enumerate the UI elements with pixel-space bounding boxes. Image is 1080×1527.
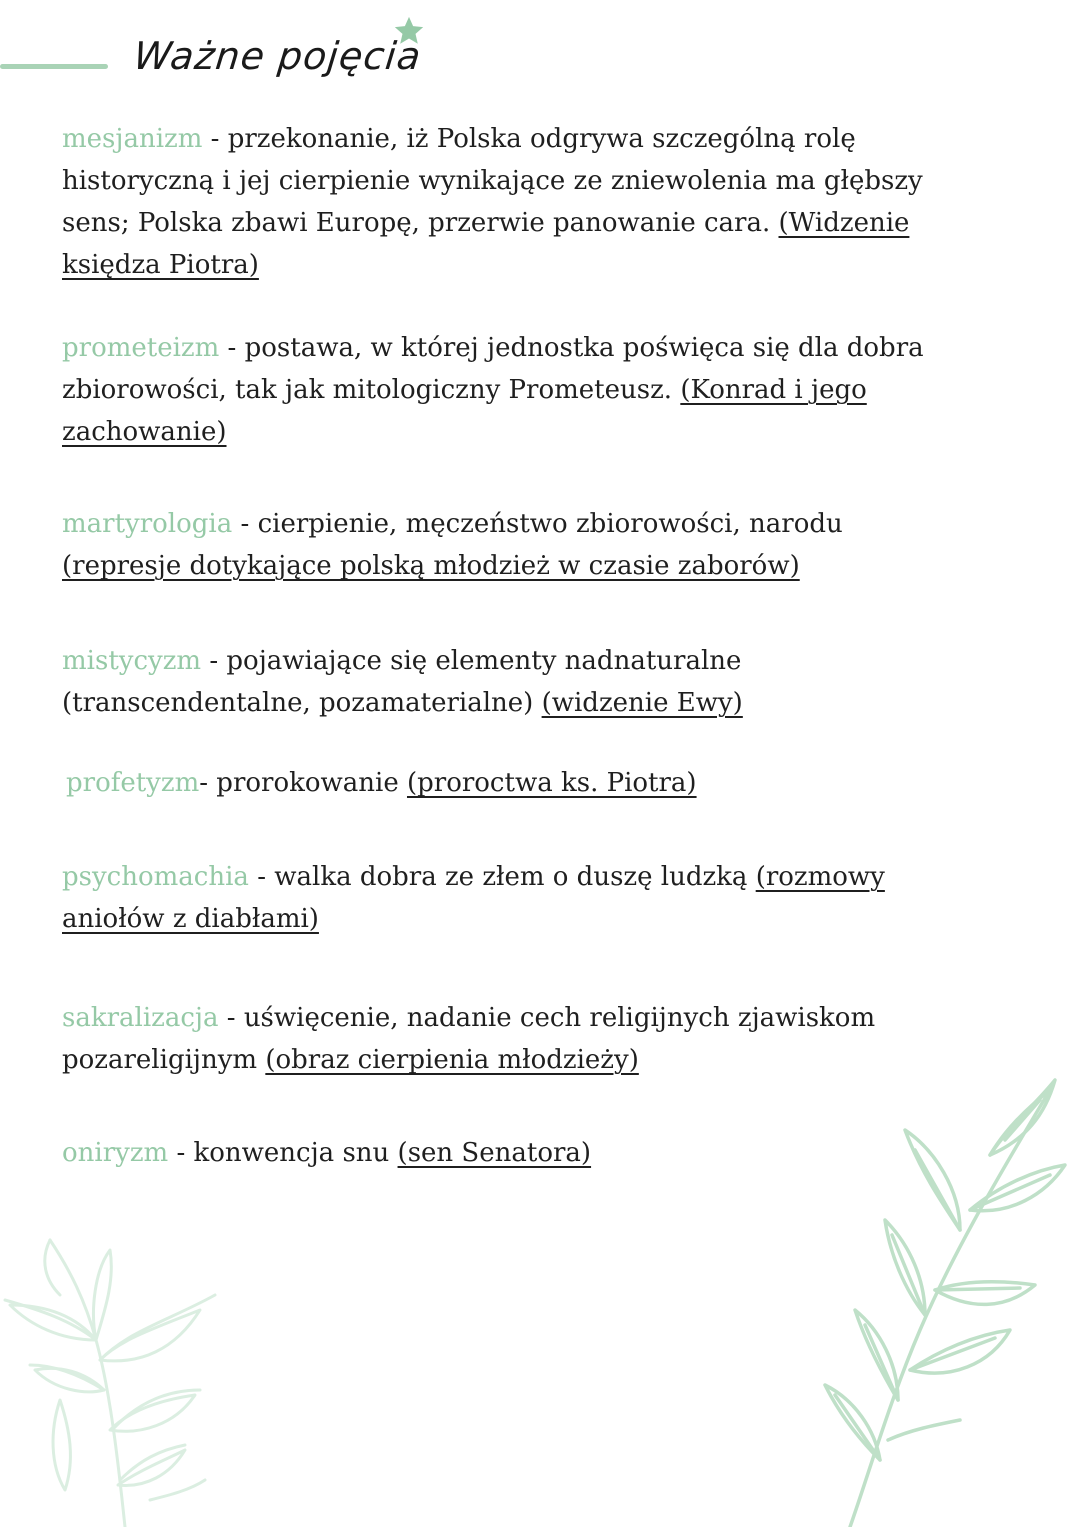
term-definition: przekonanie, iż Polska odgrywa szczególną rolę historyczną i jej cierpienie wynikające ze zniewolenia ma głębszy sens; Polska zbawi Europę, przerwie panowanie cara. xyxy=(62,124,923,238)
term-name: profetyzm xyxy=(66,768,200,798)
term-entry-sakralizacja: sakralizacja - uświęcenie, nadanie cech religijnych zjawiskom pozareligijnym (obraz cierpienia młodzieży) xyxy=(62,1003,876,1075)
term-name: mistycyzm xyxy=(62,646,202,676)
leaf-branch-left-icon xyxy=(0,1200,250,1527)
term-definition: konwencja snu xyxy=(193,1138,390,1168)
term-definition: cierpienie, męczeństwo zbiorowości, narodu xyxy=(257,509,843,539)
term-name: oniryzm xyxy=(62,1138,169,1168)
term-entry-oniryzm: oniryzm - konwencja snu (sen Senatora) xyxy=(62,1138,592,1168)
term-example: (proroctwa ks. Piotra) xyxy=(406,768,697,798)
term-name: prometeizm xyxy=(62,333,220,363)
leaf-branch-right-icon xyxy=(810,1070,1080,1527)
term-entry-mistycyzm: mistycyzm - pojawiające się elementy nadnaturalne (transcendentalne, pozamaterialne) (widzenie Ewy) xyxy=(62,646,743,718)
term-entry-mesjanizm: mesjanizm - przekonanie, iż Polska odgrywa szczególną rolę historyczną i jej cierpienie wynikające ze zniewolenia ma głębszy sens; Polska zbawi Europę, przerwie panowanie cara. (Widzenie księdza Piotra) xyxy=(62,124,923,280)
term-definition: walka dobra ze złem o duszę ludzką xyxy=(274,862,748,892)
term-definition: prorokowanie xyxy=(216,768,399,798)
term-example: (sen Senatora) xyxy=(397,1138,592,1168)
star-icon xyxy=(392,14,426,48)
term-example: (represje dotykające polską młodzież w czasie zaborów) xyxy=(62,551,800,581)
term-name: sakralizacja xyxy=(62,1003,219,1033)
term-definition: pojawiające się elementy nadnaturalne (transcendentalne, pozamaterialne) xyxy=(62,646,742,718)
term-example: (Widzenie księdza Piotra) xyxy=(62,208,910,280)
header-line xyxy=(0,64,108,69)
page-title: Ważne pojęcia xyxy=(131,34,424,78)
term-example: (rozmowy aniołów z diabłami) xyxy=(62,862,885,934)
term-example: (obraz cierpienia młodzieży) xyxy=(265,1045,639,1075)
term-definition: postawa, w której jednostka poświęca się dla dobra zbiorowości, tak jak mitologiczny Prometeusz. xyxy=(62,333,924,405)
term-example: (widzenie Ewy) xyxy=(541,688,743,718)
term-name: mesjanizm xyxy=(62,124,203,154)
term-entry-profetyzm: profetyzm- prorokowanie (proroctwa ks. Piotra) xyxy=(66,768,697,798)
term-entry-martyrologia: martyrologia - cierpienie, męczeństwo zbiorowości, narodu (represje dotykające polską młodzież w czasie zaborów) xyxy=(62,509,843,581)
term-definition: uświęcenie, nadanie cech religijnych zjawiskom pozareligijnym xyxy=(62,1003,876,1075)
term-entry-prometeizm: prometeizm - postawa, w której jednostka poświęca się dla dobra zbiorowości, tak jak mitologiczny Prometeusz. (Konrad i jego zachowanie) xyxy=(62,333,924,447)
term-entry-psychomachia: psychomachia - walka dobra ze złem o duszę ludzką (rozmowy aniołów z diabłami) xyxy=(62,862,885,934)
term-name: psychomachia xyxy=(62,862,249,892)
term-name: martyrologia xyxy=(62,509,233,539)
term-example: (Konrad i jego zachowanie) xyxy=(62,375,867,447)
